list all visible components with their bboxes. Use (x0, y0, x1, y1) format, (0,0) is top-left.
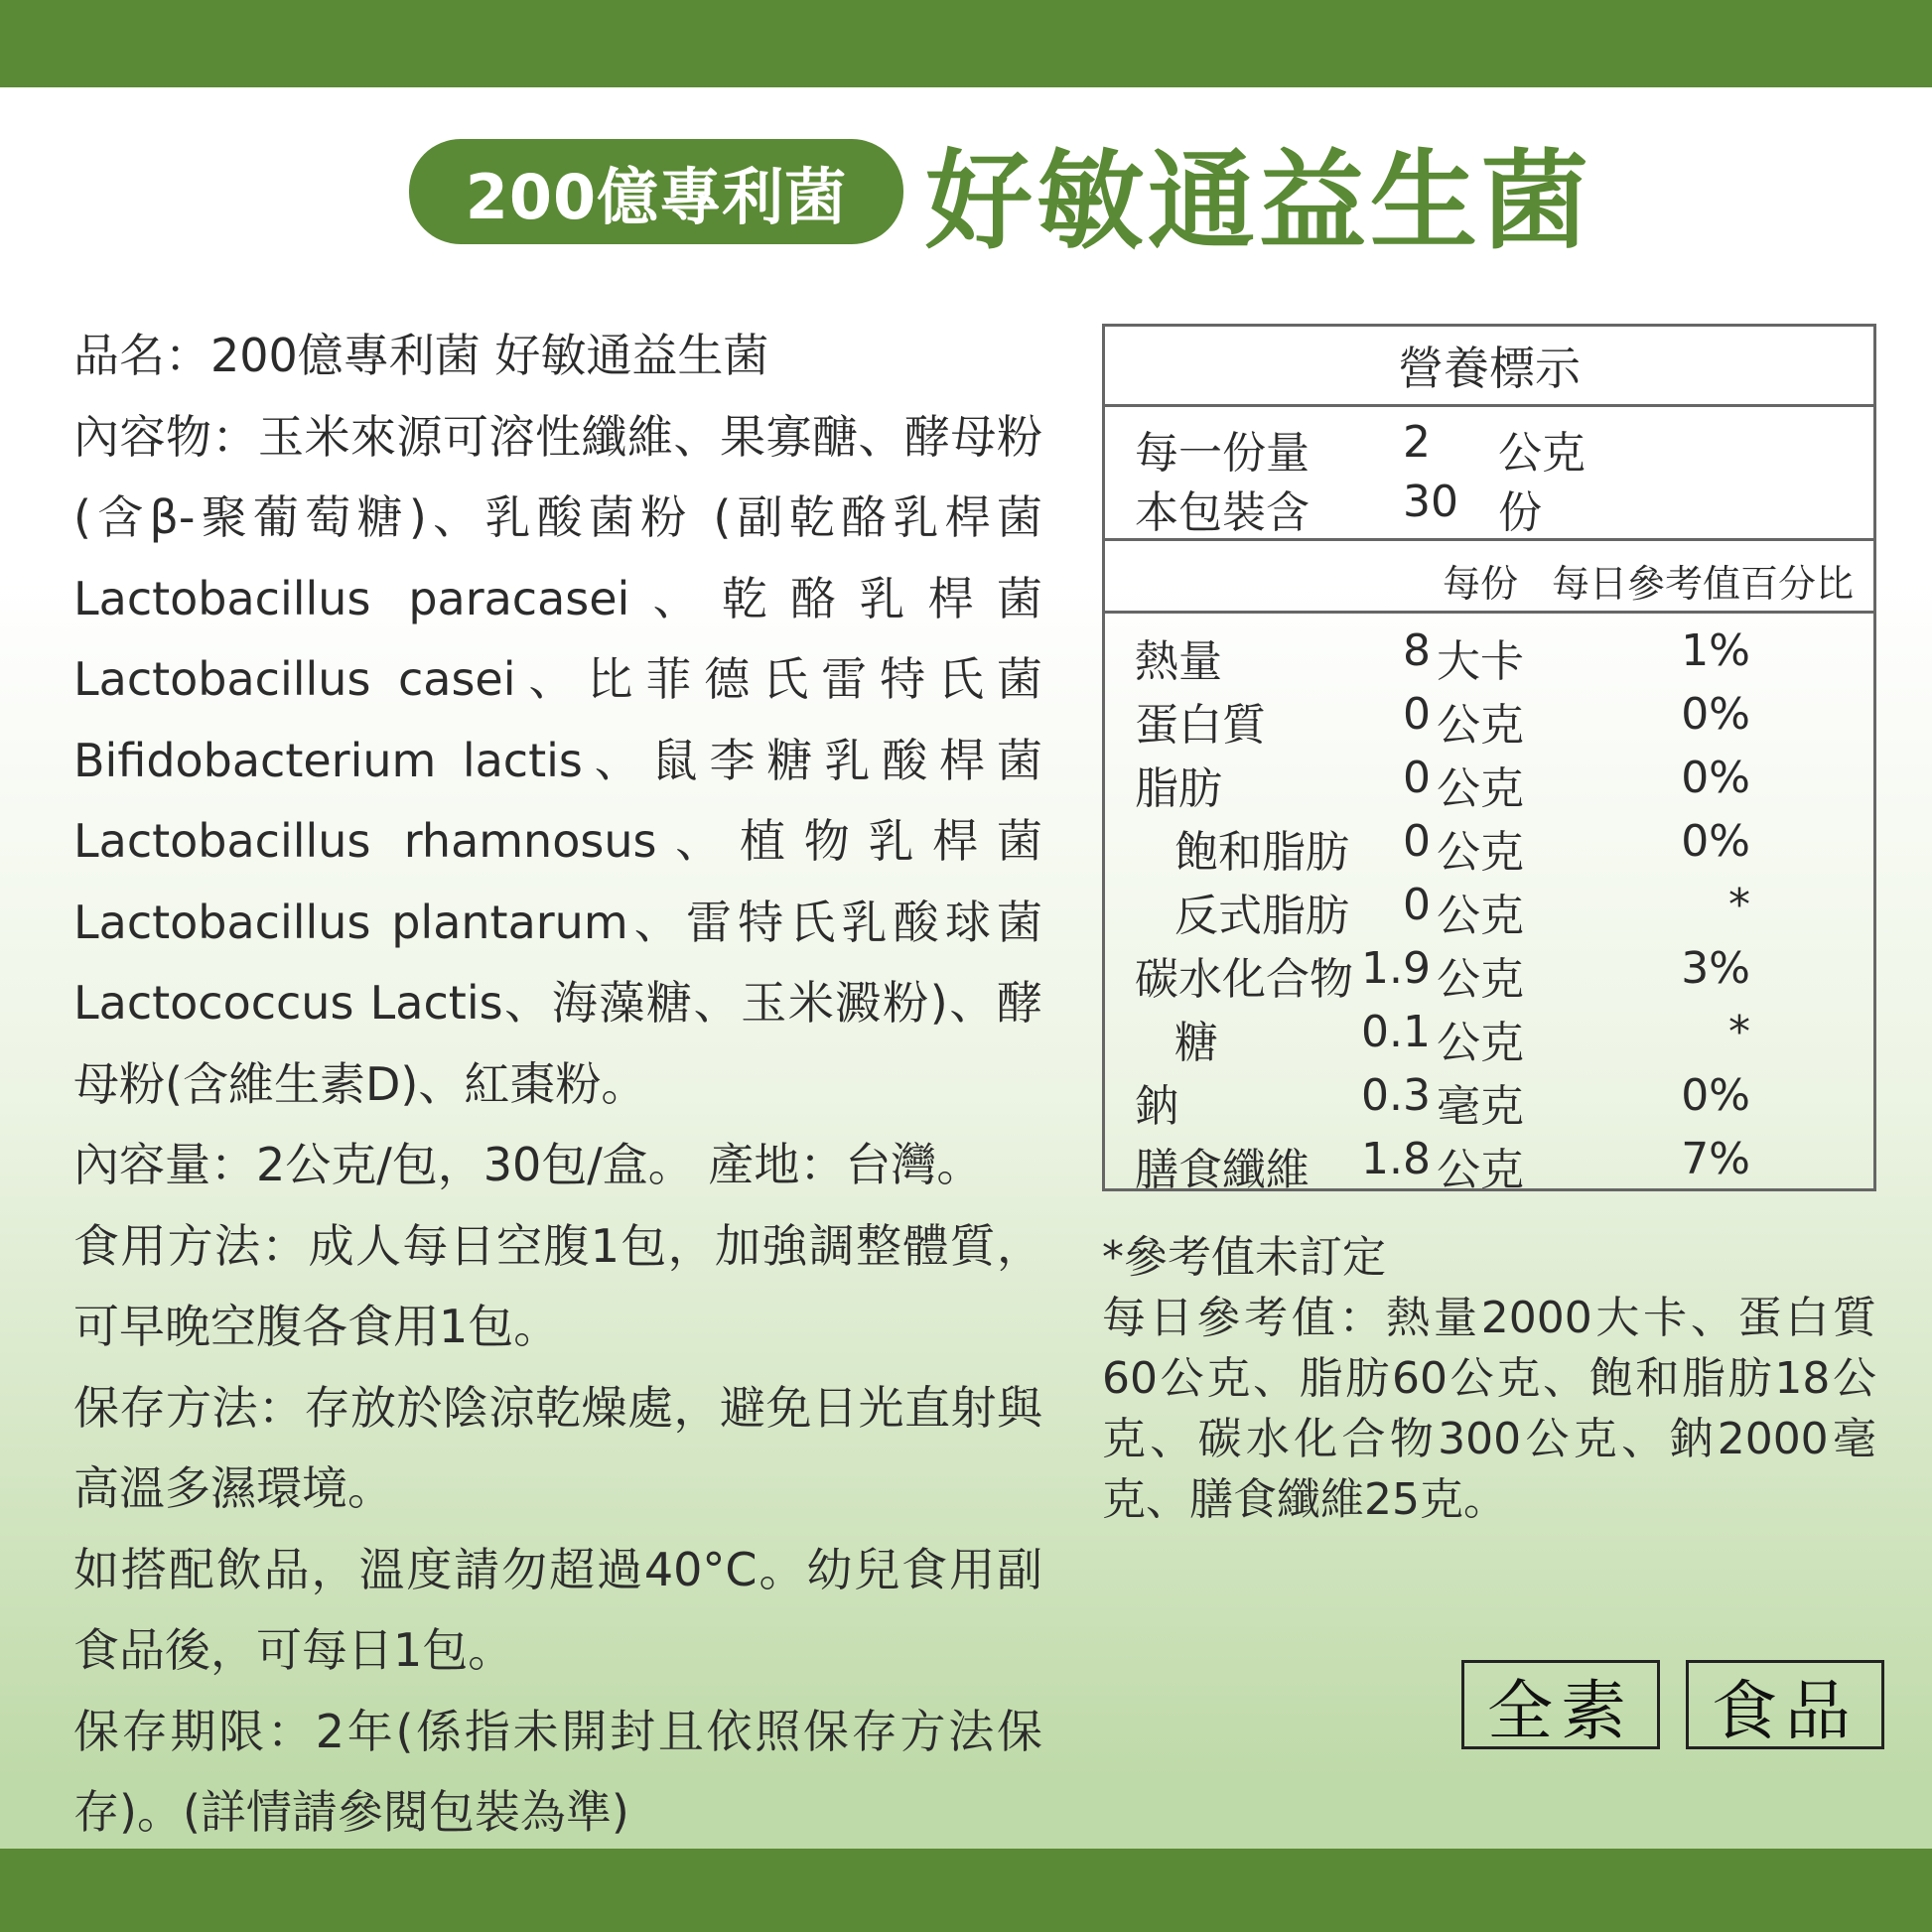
product-header (409, 137, 1593, 264)
info-content-origin: 內容量：2公克/包，30包/盒。 產地：台灣。 (73, 1138, 983, 1191)
servings-value: 30 (1403, 477, 1458, 527)
nutrition-row (1105, 1070, 1879, 1134)
info-storage: 保存方法：存放於陰涼乾燥處，避免日光直射與高溫多濕環境。 (73, 1380, 1042, 1515)
nutrient-daily-percent: 0% (1681, 816, 1750, 867)
nutrition-column-headers (1105, 541, 1873, 614)
nutrient-unit: 公克 (1437, 763, 1524, 814)
nutrient-unit: 公克 (1437, 1145, 1524, 1195)
vegan-badge: 全素 (1461, 1660, 1660, 1749)
servings-per-pack-row (1135, 477, 1730, 536)
nutrient-name: 膳食纖維 (1135, 1145, 1310, 1195)
nutrient-name: 飽和脂肪 (1174, 827, 1349, 878)
nutrient-daily-percent: * (1728, 1007, 1750, 1057)
servings-label: 本包裝含 (1135, 487, 1310, 538)
nutrient-unit: 公克 (1437, 1018, 1524, 1068)
col-per-serving: 每份 (1443, 562, 1519, 606)
nutrient-unit: 毫克 (1437, 1081, 1524, 1132)
nutrient-daily-percent: 7% (1681, 1134, 1750, 1184)
product-info (73, 316, 1042, 1854)
nutrition-table (1102, 324, 1876, 1195)
col-daily-percent: 每日參考值百分比 (1552, 562, 1855, 606)
nutrition-row (1105, 943, 1879, 1007)
nutrient-daily-percent: 0% (1681, 689, 1750, 740)
nutrient-value: 8 (1403, 625, 1431, 676)
nutrient-value: 0 (1403, 689, 1431, 740)
bottom-band (0, 1849, 1932, 1932)
nutrient-daily-percent: * (1728, 880, 1750, 930)
info-beverage-note: 如搭配飲品，溫度請勿超過40°C。幼兒食用副食品後，可每日1包。 (73, 1542, 1042, 1677)
daily-reference-note: 每日參考值：熱量2000大卡、蛋白質60公克、脂肪60公克、飽和脂肪18公克、碳水化合物300公克、鈉2000毫克、膳食纖維25克。 (1102, 1293, 1876, 1525)
nutrient-unit: 公克 (1437, 700, 1524, 751)
nutrient-value: 0 (1403, 753, 1431, 803)
nutrient-value: 0.1 (1361, 1007, 1431, 1057)
nutrient-name: 蛋白質 (1135, 700, 1266, 751)
nutrient-unit: 公克 (1437, 891, 1524, 941)
info-shelf-life: 保存期限：2年(係指未開封且依照保存方法保存)。(詳情請參閱包裝為準) (73, 1704, 1042, 1839)
nutrient-daily-percent: 3% (1681, 943, 1750, 994)
product-title: 好敏通益生菌 (925, 139, 1593, 264)
nutrient-daily-percent: 1% (1681, 625, 1750, 676)
patent-badge: 200億專利菌 (409, 139, 903, 244)
nutrition-row (1105, 689, 1879, 753)
nutrition-row (1105, 1007, 1879, 1070)
asterisk-note: *參考值未訂定 (1102, 1232, 1386, 1283)
nutrient-daily-percent: 0% (1681, 1070, 1750, 1121)
serving-info (1105, 407, 1873, 541)
nutrition-row (1105, 625, 1879, 689)
nutrient-value: 1.9 (1361, 943, 1431, 994)
nutrient-name: 脂肪 (1135, 763, 1222, 814)
nutrient-value: 0 (1403, 816, 1431, 867)
nutrition-row (1105, 753, 1879, 816)
nutrient-name: 糖 (1174, 1018, 1218, 1068)
info-usage: 食用方法：成人每日空腹1包，加強調整體質，可早晚空腹各食用1包。 (73, 1218, 1042, 1353)
serving-size-row (1135, 417, 1730, 477)
top-band (0, 0, 1932, 87)
serving-size-unit: 公克 (1498, 428, 1586, 479)
nutrient-value: 0 (1403, 880, 1431, 930)
food-badge: 食品 (1686, 1660, 1884, 1749)
info-name: 品名：200億專利菌 好敏通益生菌 (73, 329, 769, 382)
nutrient-name: 鈉 (1135, 1081, 1178, 1132)
nutrient-name: 熱量 (1135, 636, 1222, 687)
nutrient-unit: 公克 (1437, 827, 1524, 878)
servings-unit: 份 (1498, 487, 1542, 538)
serving-size-value: 2 (1403, 417, 1431, 468)
nutrition-row (1105, 880, 1879, 943)
nutrition-notes (1102, 1227, 1876, 1530)
nutrient-value: 0.3 (1361, 1070, 1431, 1121)
nutrition-row (1105, 1134, 1879, 1197)
nutrient-value: 1.8 (1361, 1134, 1431, 1184)
nutrition-title: 營養標示 (1105, 327, 1873, 407)
nutrient-daily-percent: 0% (1681, 753, 1750, 803)
nutrient-name: 碳水化合物 (1135, 954, 1353, 1005)
nutrition-row (1105, 816, 1879, 880)
info-ingredients: 內容物：玉米來源可溶性纖維、果寡醣、酵母粉(含β-聚葡萄糖)、乳酸菌粉 (副乾酪乳桿菌Lactobacillus paracasei、乾酪乳桿菌Lactobacillus casei、比菲德氏雷特氏菌Bifidobacterium lactis、鼠李糖乳酸桿菌Lactobacillus rhamnosus、植物乳桿菌Lactobacillus plantarum、雷特氏乳酸球菌Lactococcus Lactis、海藻糖、玉米澱粉)、酵母粉(含維生素D)、紅棗粉。 (73, 409, 1042, 1111)
nutrient-name: 反式脂肪 (1174, 891, 1349, 941)
serving-size-label: 每一份量 (1135, 428, 1310, 479)
nutrient-unit: 大卡 (1437, 636, 1524, 687)
nutrient-unit: 公克 (1437, 954, 1524, 1005)
